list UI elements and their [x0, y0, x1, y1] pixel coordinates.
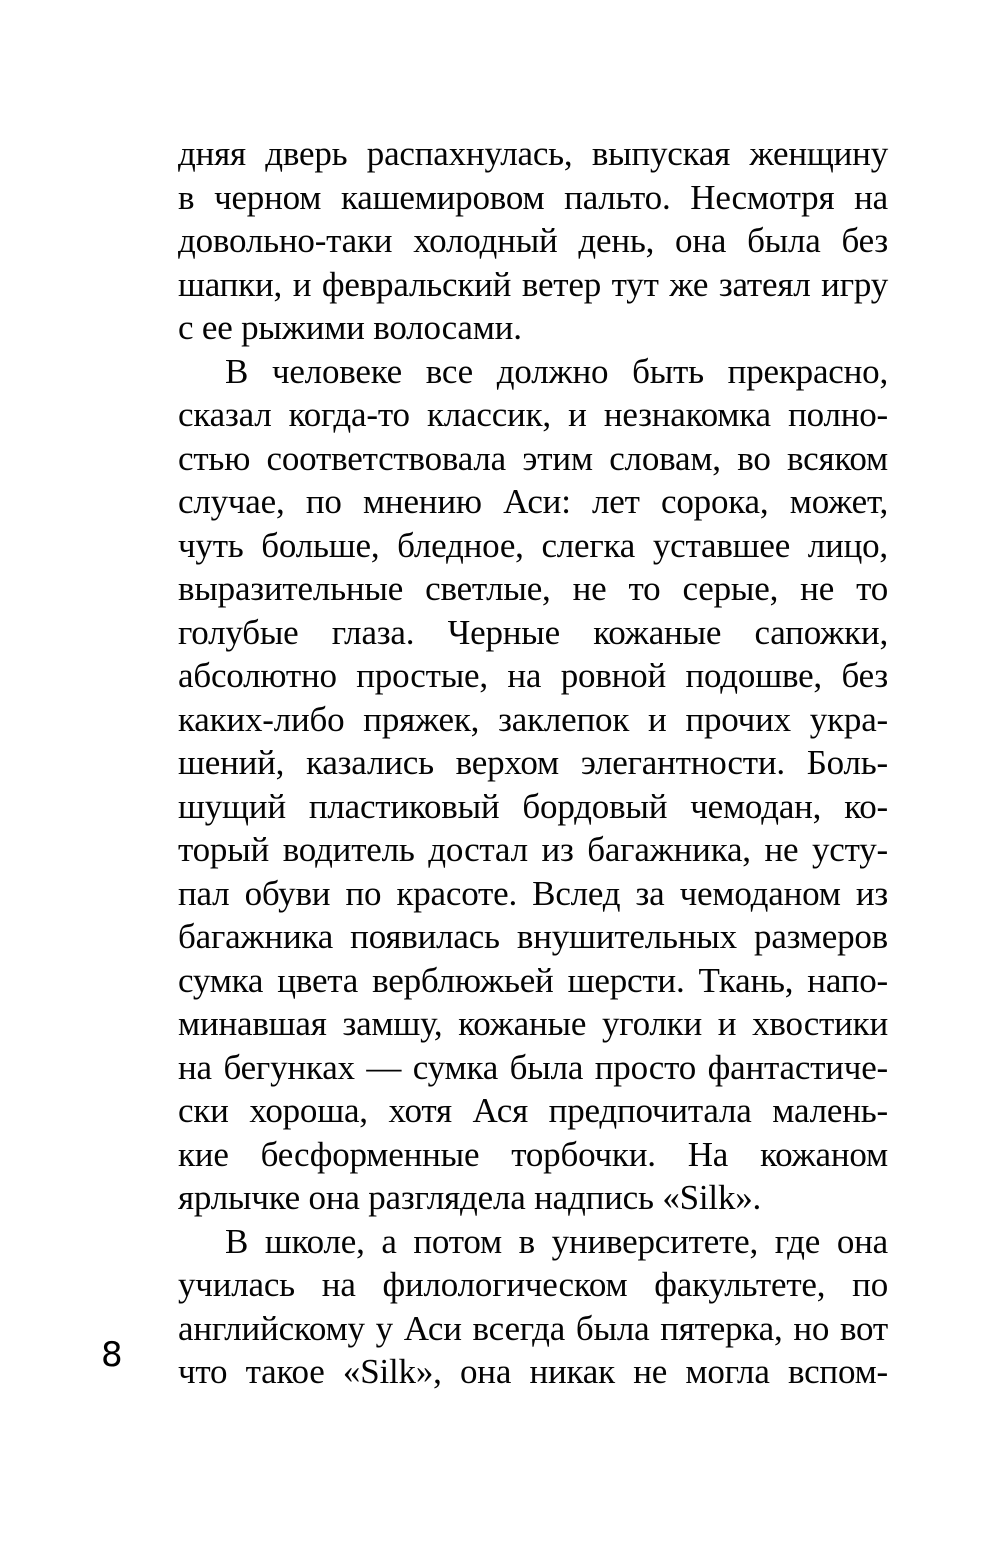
text-line: В человеке все должно быть прекрасно,	[225, 351, 888, 391]
text-line: случае, по мнению Аси: лет сорока, может,	[178, 482, 888, 521]
text-line: с ее рыжими волосами.	[178, 308, 522, 347]
paragraph	[178, 1220, 888, 1394]
text-line: каких-либо пряжек, заклепок и прочих укра-	[178, 699, 888, 739]
paragraph	[178, 350, 888, 1220]
text-line: абсолютно простые, на ровной подошве, без	[178, 656, 888, 695]
text-line: сказал когда-то классик, и незнакомка полно-	[178, 395, 888, 434]
text-line: английскому у Аси всегда была пятерка, но вот	[178, 1308, 888, 1348]
paragraph	[178, 132, 888, 350]
text-line: голубые глаза. Черные кожаные сапожки,	[178, 612, 888, 652]
page-number: 8	[101, 1335, 123, 1375]
text-line: кие бесформенные торбочки. На кожаном	[178, 1134, 888, 1174]
text-line: шущий пластиковый бордовый чемодан, ко-	[178, 786, 888, 826]
text-line: что такое «Silk», она никак не могла вспом-	[178, 1352, 888, 1391]
text-line: багажника появилась внушительных размеров	[178, 917, 888, 956]
text-line: училась на филологическом факультете, по	[178, 1265, 888, 1304]
text-line: шапки, и февральский ветер тут же затеял игру	[178, 264, 888, 304]
text-line: ярлычке она разглядела надпись «Silk».	[178, 1178, 762, 1217]
text-line: выразительные светлые, не то серые, не то	[178, 569, 888, 608]
text-line: на бегунках — сумка была просто фантастиче-	[178, 1047, 888, 1087]
text-block	[178, 132, 888, 1394]
text-line: пал обуви по красоте. Вслед за чемоданом из	[178, 873, 888, 913]
text-line: сумка цвета верблюжьей шерсти. Ткань, напо-	[178, 960, 888, 1000]
text-line: в черном кашемировом пальто. Несмотря на	[178, 177, 888, 217]
text-line: торый водитель достал из багажника, не усту-	[178, 830, 888, 869]
text-line: шений, казались верхом элегантности. Боль-	[178, 743, 888, 782]
text-line: минавшая замшу, кожаные уголки и хвостики	[178, 1004, 888, 1043]
text-line: чуть больше, бледное, слегка уставшее лицо,	[178, 525, 888, 565]
text-line: стью соответствовала этим словам, во всяком	[178, 438, 888, 478]
text-line: В школе, а потом в университете, где она	[225, 1221, 888, 1261]
text-line: дняя дверь распахнулась, выпуская женщину	[178, 134, 888, 173]
text-line: довольно-таки холодный день, она была без	[178, 221, 888, 260]
text-line: ски хороша, хотя Ася предпочитала малень-	[178, 1091, 888, 1130]
